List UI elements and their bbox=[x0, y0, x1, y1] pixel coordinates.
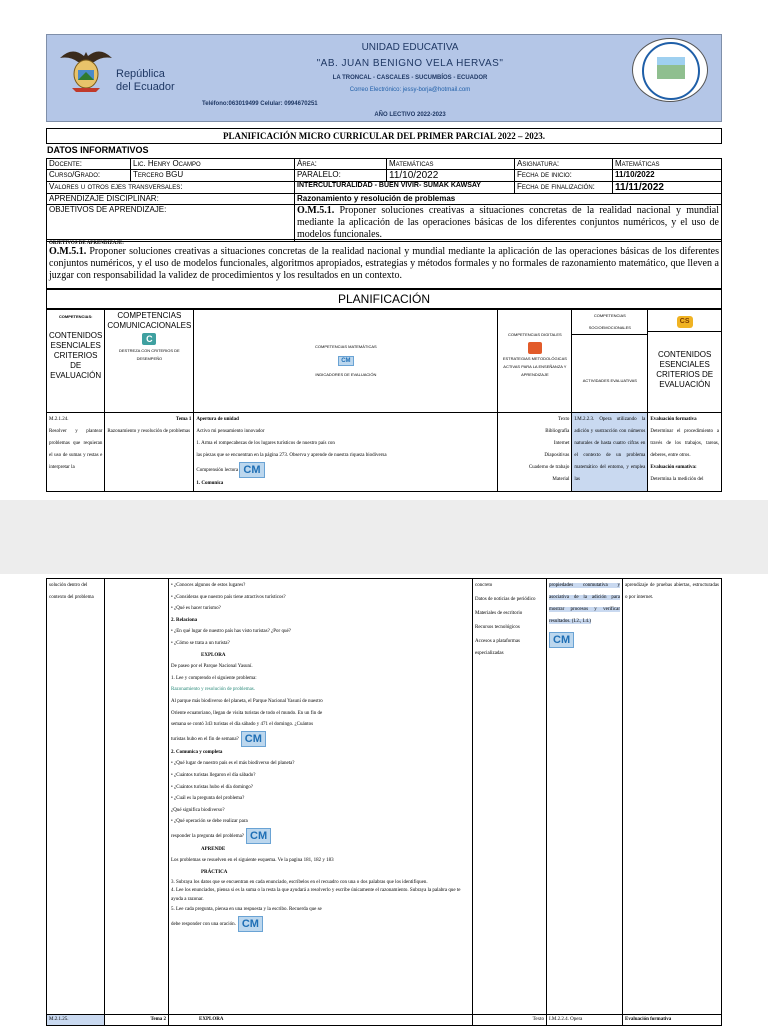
valores-value: INTERCULTURALIDAD - BUEN VIVIR- SUMAK KAWSAY bbox=[295, 182, 515, 194]
row1-comunica: 1. Comunica bbox=[196, 481, 224, 486]
area-value: Matemáticas bbox=[387, 159, 515, 170]
evaluacion-formativa-text: Determinar el procedimiento a través de los trabajos, tareas, deberes, entre otros. bbox=[650, 429, 719, 458]
p2-line bbox=[171, 782, 470, 794]
socioemocional-icon-cell bbox=[648, 310, 721, 332]
communication-icon: C bbox=[142, 333, 156, 345]
p2-line-text: • ¿Cómo se trata a un turista? bbox=[171, 640, 230, 646]
fecha-fin-value: 11/11/2022 bbox=[613, 182, 722, 194]
recurso-bibliografia: Bibliografía bbox=[545, 429, 570, 434]
document-title: PLANIFICACIÓN MICRO CURRICULAR DEL PRIMER PARCIAL 2022 – 2023. bbox=[46, 128, 722, 144]
col2-title: COMPETENCIAS COMUNICACIONALES bbox=[107, 311, 192, 330]
col-comunicacionales bbox=[105, 310, 194, 413]
row1-actividades: I.M.2.2.3. Opera utilizando la adición y sustracción con números naturales de hasta cuatro cifras en el contexto de un problema matemático del entorno, y emplea las bbox=[572, 413, 648, 492]
p2-line-text: 5. Lee cada pregunta, piensa en una respuesta y la escribo. Recuerda que se bbox=[171, 907, 322, 913]
objetivos2-label: OBJETIVOS DE APRENDIZAJE: bbox=[49, 241, 124, 246]
row1-comprension-text: Comprensión lectora bbox=[196, 468, 239, 474]
p2-line-text: • ¿Qué es hacer turismo? bbox=[171, 606, 221, 612]
school-location: LA TRONCAL - CASCALES - SUCUMBÍOS - ECUADOR bbox=[332, 75, 488, 81]
p2-line bbox=[171, 828, 470, 844]
objetivo2-code: O.M.5.1. bbox=[49, 246, 87, 257]
school-email: Correo Electrónico: jessy-borja@hotmail.com bbox=[349, 87, 471, 93]
row1-activo: Activo mi pensamiento innovador bbox=[196, 429, 265, 434]
col6-title: CONTENIDOS ESENCIALES CRITERIOS DE EVALUACIÓN bbox=[656, 350, 714, 389]
p2-line-text: Al parque más biodiverso del planeta, el Parque Nacional Yasuní de nuestro bbox=[171, 698, 323, 704]
cm-icon: CM bbox=[241, 731, 266, 747]
p2-line-text: responder la pregunta del problema? bbox=[171, 834, 245, 840]
datos-informativos-label: DATOS INFORMATIVOS bbox=[47, 145, 149, 155]
col3-subtitle: INDICADORES DE EVALUACIÓN bbox=[315, 372, 377, 377]
col-criterios bbox=[648, 310, 722, 413]
col5-title: COMPETENCIAS SOCIOEMOCIONALES bbox=[572, 310, 647, 335]
cm-icon: CM bbox=[246, 828, 271, 844]
cs-icon: CS bbox=[677, 316, 693, 328]
school-phone: Teléfono:063019499 Celular: 0994670251 bbox=[202, 101, 318, 107]
col-matematicas bbox=[194, 310, 498, 413]
objetivos2-text bbox=[49, 246, 719, 282]
recurso-internet: Internet bbox=[553, 441, 570, 446]
row1-criterios bbox=[648, 413, 722, 492]
p2-line bbox=[171, 580, 470, 592]
p2-line bbox=[171, 650, 470, 662]
p2-recurso: Accesos a plataformas especializadas bbox=[475, 639, 520, 656]
p2-line bbox=[171, 855, 470, 867]
col-digitales bbox=[498, 310, 572, 413]
p2-next-explora: EXPLORA bbox=[169, 1015, 473, 1026]
country-label: República del Ecuador bbox=[116, 68, 175, 93]
page-2 bbox=[0, 574, 768, 1024]
row1-contenido-text: Resolver y plantear problemas que requieran el uso de sumas y restas e interpretar la bbox=[49, 429, 103, 470]
fecha-inicio-value: 11/10/2022 bbox=[613, 170, 722, 182]
page-gap bbox=[0, 500, 768, 574]
col-socioemocionales bbox=[572, 310, 648, 413]
p2-line-text: • ¿Cuántos turistas llegaron el día sábado? bbox=[171, 772, 256, 778]
curso-value: Tercero BGU bbox=[131, 170, 295, 182]
row1-observa: las piezas que se encuentran en la página 273. Observa y aprende de nuestra riqueza biodiversa bbox=[196, 453, 387, 458]
p2-line-text: debe responder con una oración. bbox=[171, 921, 236, 927]
p2-line bbox=[171, 805, 470, 817]
p2-line bbox=[171, 758, 470, 770]
row1-arma: 1. Arma el rompecabezas de los lugares turísticos de nuestro país con bbox=[196, 441, 335, 446]
p2-line-text: Razonamiento y resolución de problemas. bbox=[171, 687, 256, 693]
fecha-inicio-label: Fecha de inicio: bbox=[515, 170, 613, 182]
p2-line-text: • ¿Cuál es la pregunta del problema? bbox=[171, 796, 245, 802]
p2-line bbox=[171, 603, 470, 615]
p2-line-text: 2. Comunica y completa bbox=[171, 749, 223, 755]
docente-label: Docente: bbox=[47, 159, 131, 170]
col4-title: COMPETENCIAS DIGITALES bbox=[508, 332, 562, 337]
p2-destreza bbox=[105, 579, 169, 1015]
col5-subtitle: ACTIVIDADES EVALUATIVAS bbox=[582, 378, 637, 383]
p2-line bbox=[171, 816, 470, 828]
p2-line bbox=[171, 684, 470, 696]
p2-actividades bbox=[547, 579, 623, 1015]
p2-recurso: concreto bbox=[475, 583, 493, 588]
row1-destreza bbox=[105, 413, 194, 492]
objetivos-block bbox=[46, 239, 722, 289]
col4-subtitle: ESTRATEGIAS METODOLÓGICAS ACTIVAS PARA LA ENSEÑANZA Y APRENDIZAJE bbox=[502, 356, 567, 377]
paralelo-value: 11/10/2022 bbox=[387, 170, 515, 182]
paralelo-label: PARALELO: bbox=[295, 170, 387, 182]
p2-line bbox=[171, 879, 470, 888]
aprendizaje-label: APRENDIZAJE DISCIPLINAR: bbox=[47, 194, 295, 205]
recurso-material: Material bbox=[552, 477, 570, 482]
p2-line-text: EXPLORA bbox=[201, 652, 226, 658]
p2-line-text: • ¿Cuántos turistas hubo el día domingo? bbox=[171, 784, 254, 790]
row1-comprension bbox=[196, 462, 495, 478]
p2-line bbox=[171, 626, 470, 638]
p2-line-text: 4. Lee los enunciados, piensa si es la suma o la resta la que ayudará a resolverlo y escribe únicamente el razonamiento. Subraya la palabra que te ayuda a razonar. bbox=[171, 888, 461, 902]
p2-line-text: 3. Subraya los datos que se encuentran en cada enunciado, escríbelos en el recuadro con una o dos palabras que los identifiquen. bbox=[171, 879, 428, 885]
plan-title: PLANIFICACIÓN bbox=[46, 289, 722, 309]
curso-label: Curso/Grado: bbox=[47, 170, 131, 182]
p2-actividades-text: propiedades conmutativa y asociativa de la adición para mostrar procesos y verificar resultados. (I.2., I.4.) bbox=[549, 583, 620, 624]
p2-line-text: APRENDE bbox=[201, 846, 226, 852]
p2-next-tema: Tema 2 bbox=[105, 1015, 169, 1026]
p2-line-text: Oriente ecuatoriano, llegan de visita turistas de todo el mundo. En un fin de bbox=[171, 710, 323, 716]
docente-value: Lic. Henry Ocampo bbox=[131, 159, 295, 170]
p2-line-text: ¿Qué significa biodiverso? bbox=[171, 807, 225, 813]
valores-label: Valores u otros ejes transversales: bbox=[47, 182, 295, 194]
row1-apertura: Apertura de unidad bbox=[196, 417, 239, 422]
p2-line-text: • ¿Qué lugar de nuestro país es el más biodiverso del planeta? bbox=[171, 761, 295, 767]
p2-line bbox=[171, 661, 470, 673]
p2-line bbox=[171, 770, 470, 782]
p2-line-text: PRÁCTICA bbox=[201, 870, 228, 876]
p2-next-code: M.2.1.25. bbox=[47, 1015, 105, 1026]
info-table bbox=[46, 158, 722, 242]
p2-contenido: solución dentro del contexto del problema bbox=[47, 579, 105, 1015]
computer-icon bbox=[528, 342, 542, 354]
evaluacion-formativa: Evaluación formativa bbox=[650, 417, 697, 422]
col1-competencias: COMPETENCIAS: bbox=[58, 314, 93, 319]
p2-line bbox=[171, 638, 470, 650]
p2-line bbox=[171, 708, 470, 720]
p2-recurso: Recursos tecnológicos bbox=[475, 625, 520, 630]
row1-destreza-text: Razonamiento y resolución de problemas bbox=[107, 429, 191, 434]
evaluacion-sumativa: Evaluación sumativa: bbox=[650, 465, 697, 470]
p2-line-text: • ¿En qué lugar de nuestro país has visto turistas? ¿Por qué? bbox=[171, 629, 291, 635]
row1-recursos bbox=[498, 413, 572, 492]
school-label: UNIDAD EDUCATIVA bbox=[361, 42, 459, 53]
p2-indicadores bbox=[169, 579, 473, 1015]
plan-table-continued bbox=[46, 578, 722, 1026]
p2-line-text: Los problemas se resuelven en el siguiente esquema. Ve la pagina 181, 182 y 183 bbox=[171, 858, 334, 864]
p2-line bbox=[171, 731, 470, 747]
p2-line-text: semana se contó 343 turistas el día sábado y 471 el domingo. ¿Cuántos bbox=[171, 722, 314, 728]
evaluacion-sumativa-text: Determina la medición del bbox=[650, 477, 704, 482]
p2-line-text: 2. Relaciona bbox=[171, 617, 198, 623]
col3-title: COMPETENCIAS MATEMÁTICAS bbox=[315, 344, 377, 349]
p2-line-text: • ¿Qué operación se debe realizar para bbox=[171, 819, 248, 825]
p2-line-text: De paseo por el Parque Nacional Yasuní. bbox=[171, 664, 253, 670]
p2-line bbox=[171, 719, 470, 731]
p2-line bbox=[171, 592, 470, 604]
row1-contenido bbox=[47, 413, 105, 492]
school-year: AÑO LECTIVO 2022-2023 bbox=[374, 112, 446, 118]
p2-line bbox=[171, 747, 470, 759]
p2-line-text: • ¿Consideras que nuestro país tiene atractivos turísticos? bbox=[171, 594, 286, 600]
recurso-diapositivas: Diapositivas bbox=[544, 453, 570, 458]
objetivo-text: Proponer soluciones creativas a situaciones concretas de la realidad nacional y mundial mediante la aplicación de las operaciones básicas de los diferentes conjuntos numéricos, y el uso de modelos funcionales. bbox=[297, 205, 719, 240]
p2-line bbox=[171, 615, 470, 627]
area-label: Área: bbox=[295, 159, 387, 170]
cm-icon: CM bbox=[239, 462, 264, 478]
cm-icon: CM bbox=[238, 916, 263, 932]
p2-line bbox=[171, 793, 470, 805]
school-name: "AB. JUAN BENIGNO VELA HERVAS" bbox=[316, 58, 504, 69]
p2-next-indicador: I.M.2.2.4. Opera bbox=[547, 1015, 623, 1026]
p2-next-evaluacion: Evaluación formativa bbox=[623, 1015, 722, 1026]
cm-icon: CM bbox=[338, 356, 353, 366]
row1-tema: Tema 1 bbox=[175, 417, 192, 422]
aprendizaje-value: Razonamiento y resolución de problemas bbox=[295, 194, 722, 205]
p2-line bbox=[171, 673, 470, 685]
recurso-cuaderno: Cuaderno de trabajo bbox=[528, 465, 570, 470]
cm-icon: CM bbox=[549, 632, 574, 648]
p2-line bbox=[171, 904, 470, 916]
p2-line bbox=[171, 916, 470, 932]
asignatura-label: Asignatura: bbox=[515, 159, 613, 170]
p2-line bbox=[171, 844, 470, 856]
row1-indicadores bbox=[194, 413, 498, 492]
objetivo-code: O.M.5.1. bbox=[297, 205, 335, 216]
p2-recursos bbox=[473, 579, 547, 1015]
p2-line-text: 1. Lee y comprendo el siguiente problema: bbox=[171, 675, 257, 681]
page-1 bbox=[0, 0, 768, 500]
col-contenidos bbox=[47, 310, 105, 413]
plan-table bbox=[46, 309, 722, 492]
asignatura-value: Matemáticas bbox=[613, 159, 722, 170]
fecha-fin-label: Fecha de finalización: bbox=[515, 182, 613, 194]
p2-line bbox=[171, 696, 470, 708]
p2-line-text: • ¿Conoces algunos de estos lugares? bbox=[171, 583, 246, 588]
col2-subtitle: DESTREZA CON CRITERIOS DE DESEMPEÑO bbox=[119, 348, 180, 361]
p2-criterios: aprendizaje de pruebas abiertas, estructuradas o por internet. bbox=[623, 579, 722, 1015]
row1-code: M.2.1.24. bbox=[49, 417, 69, 422]
p2-line bbox=[171, 867, 470, 879]
recurso-texto: Texto bbox=[558, 417, 570, 422]
p2-recurso: Datos de noticias de periódico bbox=[475, 597, 536, 602]
p2-next-texto: Texto bbox=[473, 1015, 547, 1026]
objetivos-label: OBJETIVOS DE APRENDIZAJE: bbox=[47, 205, 295, 242]
col1-title: CONTENIDOS ESENCIALES CRITERIOS DE EVALUACIÓN bbox=[49, 331, 103, 380]
objetivos-value bbox=[295, 205, 722, 242]
p2-recurso: Materiales de escritorio bbox=[475, 611, 523, 616]
p2-line bbox=[171, 887, 470, 904]
school-logo bbox=[632, 38, 708, 102]
p2-line-text: turistas hubo en el fin de semana? bbox=[171, 736, 239, 742]
objetivo2-body: Proponer soluciones creativas a situaciones concretas de la realidad nacional y mundial mediante la aplicación de las operaciones básicas de los diferentes conjuntos numéricos, y el uso de modelos funcionales, algoritmos apropiados, estrategias y métodos formales y no formales de razonamiento matemático, que lleven a juzgar con responsabilidad la validez de procedimientos y los resultados en un contexto. bbox=[49, 246, 719, 281]
coat-of-arms-icon bbox=[58, 42, 114, 94]
